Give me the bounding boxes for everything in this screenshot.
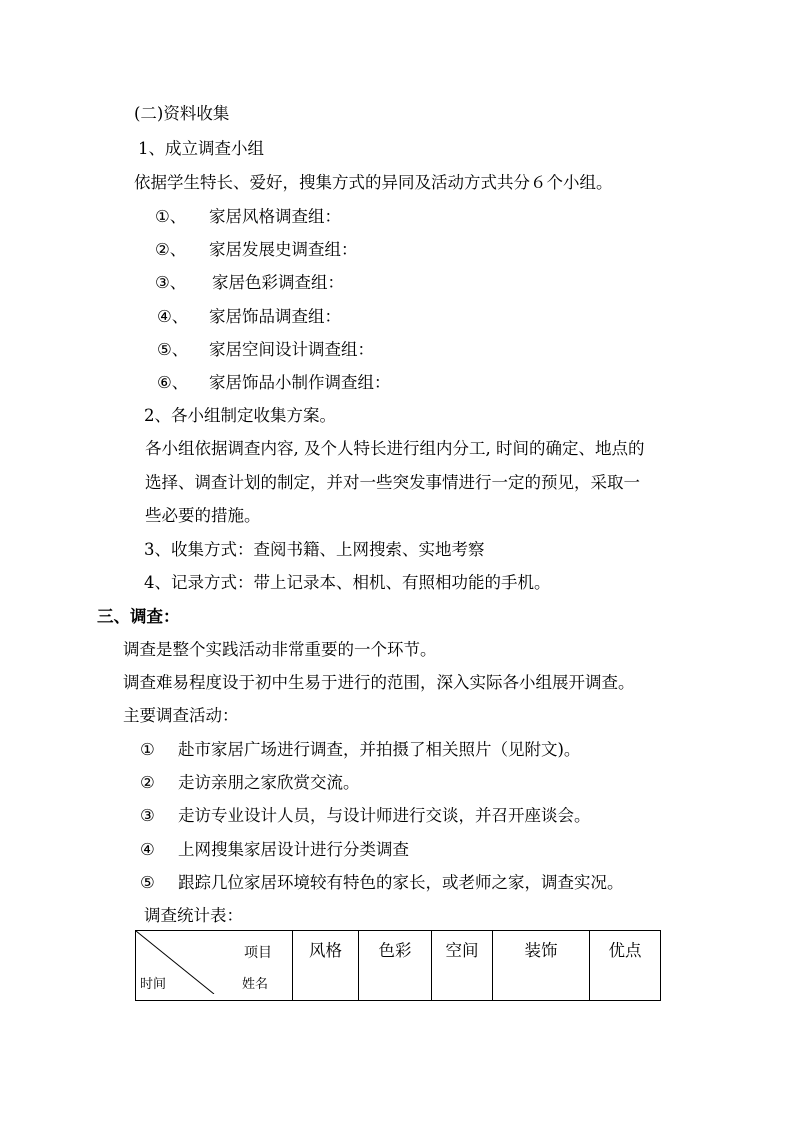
activity-number: ④ <box>140 840 155 859</box>
group-item <box>155 272 344 294</box>
group-number: ②、 <box>155 240 187 259</box>
activity-text: 走访专业设计人员，与设计师进行交谈，并召开座谈会。 <box>178 806 591 825</box>
group-text: 家居色彩调查组： <box>212 273 344 292</box>
survey-stat-table <box>135 930 661 1001</box>
activity-text: 上网搜集家居设计进行分类调查 <box>178 840 409 859</box>
group-text: 家居风格调查组： <box>209 207 341 226</box>
corner-label-name: 姓名 <box>241 977 268 992</box>
activity-number: ① <box>140 740 155 759</box>
table-header-row <box>136 931 661 1001</box>
column-header-space: 空间 <box>432 931 493 1001</box>
group-item <box>157 372 391 394</box>
step-4-recording: 4、记录方式：带上记录本、相机、有照相功能的手机。 <box>144 573 551 592</box>
investigation-line: 调查是整个实践活动非常重要的一个环节。 <box>123 640 437 659</box>
activity-number: ⑤ <box>140 873 155 892</box>
group-text: 家居空间设计调查组： <box>209 340 374 359</box>
group-item <box>155 206 341 228</box>
group-number: ④、 <box>157 307 189 326</box>
group-text: 家居饰品小制作调查组： <box>209 373 391 392</box>
diagonal-header <box>136 931 292 994</box>
column-header-merits: 优点 <box>590 931 661 1001</box>
activity-text: 走访亲朋之家欣赏交流。 <box>178 773 360 792</box>
section-heading-investigation: 三、调查： <box>97 607 180 626</box>
table-title: 调查统计表： <box>144 906 243 925</box>
group-item <box>157 339 374 361</box>
column-header-color: 色彩 <box>359 931 432 1001</box>
plan-line: 各小组依据调查内容, 及个人特长进行组内分工, 时间的确定、地点的 <box>145 439 645 458</box>
group-number: ⑥、 <box>157 373 189 392</box>
corner-label-item: 项目 <box>244 945 272 961</box>
section-heading-data-collection: (二)资料收集 <box>134 104 230 123</box>
corner-label-time: 时间 <box>140 977 167 992</box>
step-1-form-groups: 1、成立调查小组 <box>138 139 264 158</box>
activity-item <box>140 739 580 761</box>
group-text: 家居饰品调查组： <box>209 307 341 326</box>
group-number: ③、 <box>155 273 187 292</box>
activity-item <box>140 805 591 827</box>
group-item <box>155 239 358 261</box>
activity-item <box>140 839 409 861</box>
group-number: ⑤、 <box>157 340 189 359</box>
activity-text: 跟踪几位家居环境较有特色的家长，或老师之家，调查实况。 <box>178 873 624 892</box>
group-text: 家居发展史调查组： <box>209 240 358 259</box>
step-2-plan: 2、各小组制定收集方案。 <box>144 406 336 425</box>
plan-line: 些必要的措施。 <box>145 506 261 525</box>
group-intro: 依据学生特长、爱好，搜集方式的异同及活动方式共分６个小组。 <box>134 173 613 192</box>
group-number: ①、 <box>155 207 187 226</box>
corner-header-cell <box>136 931 293 1001</box>
group-item <box>157 306 341 328</box>
step-3-methods: 3、收集方式：查阅书籍、上网搜索、实地考察 <box>144 540 485 559</box>
column-header-decoration: 装饰 <box>493 931 590 1001</box>
activity-number: ② <box>140 773 155 792</box>
activity-number: ③ <box>140 806 155 825</box>
investigation-line: 主要调查活动： <box>123 706 239 725</box>
investigation-line: 调查难易程度设于初中生易于进行的范围，深入实际各小组展开调查。 <box>123 673 635 692</box>
column-header-style: 风格 <box>293 931 359 1001</box>
plan-line: 选择、调查计划的制定，并对一些突发事情进行一定的预见，采取一 <box>145 473 640 492</box>
activity-item <box>140 772 360 794</box>
activity-text: 赴市家居广场进行调查，并拍摄了相关照片（见附文)。 <box>178 740 581 759</box>
activity-item <box>140 872 624 894</box>
